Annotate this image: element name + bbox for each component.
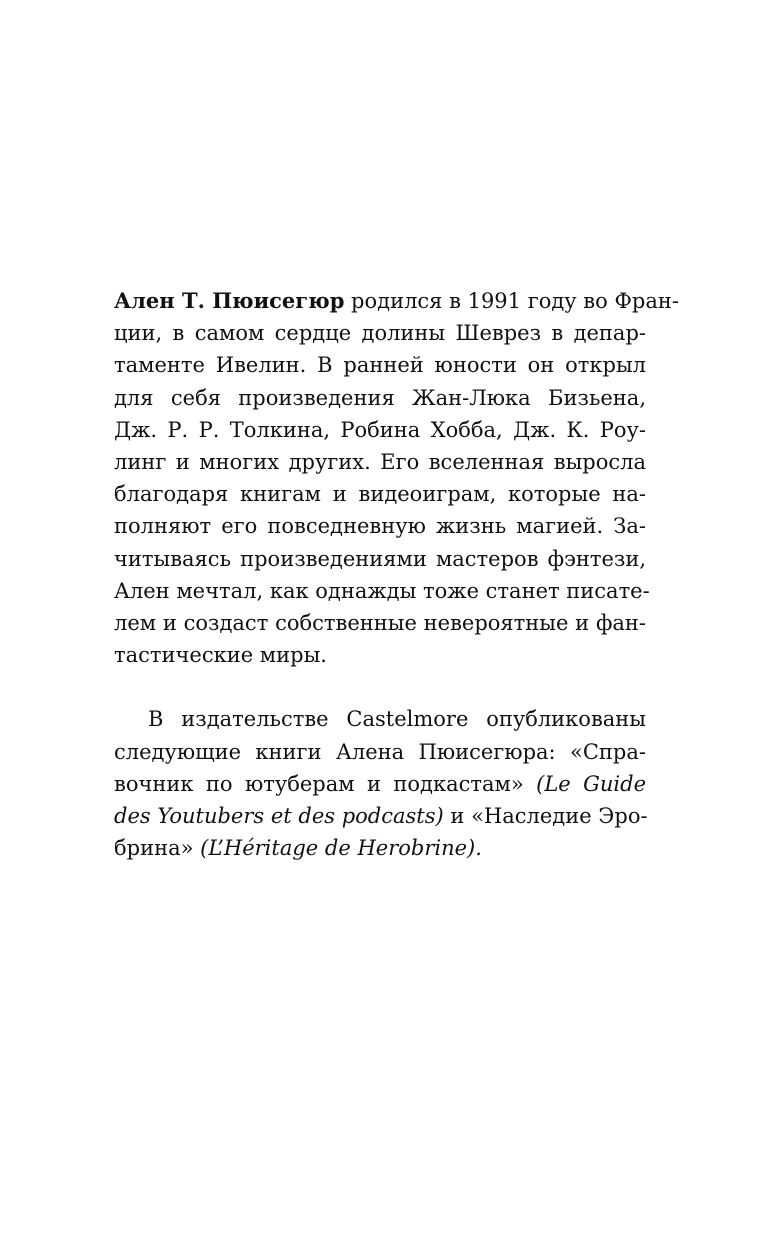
- text-run: родился в 1991 году во Фран-: [344, 289, 679, 313]
- text-line: для себя произведения Жан-Люка Бизьена,: [114, 385, 646, 410]
- book-title-original: (L’Héritage de Herobrine).: [200, 836, 482, 861]
- text-line: лем и создаст собственные невероятные и фан-: [114, 610, 646, 635]
- book-title-original: des Youtubers et des podcasts): [114, 804, 444, 828]
- text-line: таменте Ивелин. В ранней юности он открыл: [114, 353, 646, 378]
- text-line: [114, 800, 646, 832]
- author-name: Ален Т. Пюисегюр: [114, 288, 345, 313]
- text-line: ции, в самом сердце долины Шеврез в депар-: [114, 321, 646, 346]
- text-line: В издательстве Castelmore опубликованы: [148, 707, 646, 732]
- text-line: линг и многих других. Его вселенная выросла: [114, 449, 646, 474]
- text-run: брина»: [114, 836, 201, 861]
- text-line: следующие книги Алена Пюисегюра: «Спра-: [114, 739, 646, 764]
- text-line: читываясь произведениями мастеров фэнтези,: [114, 546, 646, 571]
- text-line: Дж. Р. Р. Толкина, Робина Хобба, Дж. К. Роу-: [114, 417, 646, 442]
- text-run: и «Наследие Эро-: [443, 804, 648, 828]
- text-line: тастические миры.: [114, 643, 327, 668]
- paragraph-author-bio: [114, 285, 679, 671]
- text-line: Ален мечтал, как однажды тоже станет писате-: [114, 578, 650, 603]
- paragraph-spacer: [114, 671, 646, 703]
- text-line: [114, 285, 679, 317]
- text-line: благодаря книгам и видеоиграм, которые на-: [114, 482, 646, 507]
- text-line: [114, 768, 646, 800]
- text-line: полняют его повседневную жизнь магией. За-: [114, 514, 646, 539]
- book-title-original: (Le Guide: [536, 771, 646, 796]
- text-run: вочник по ютуберам и подкастам»: [114, 771, 537, 796]
- author-bio-text: [114, 285, 679, 864]
- paragraph-publications: [114, 703, 646, 864]
- text-line: [114, 832, 646, 864]
